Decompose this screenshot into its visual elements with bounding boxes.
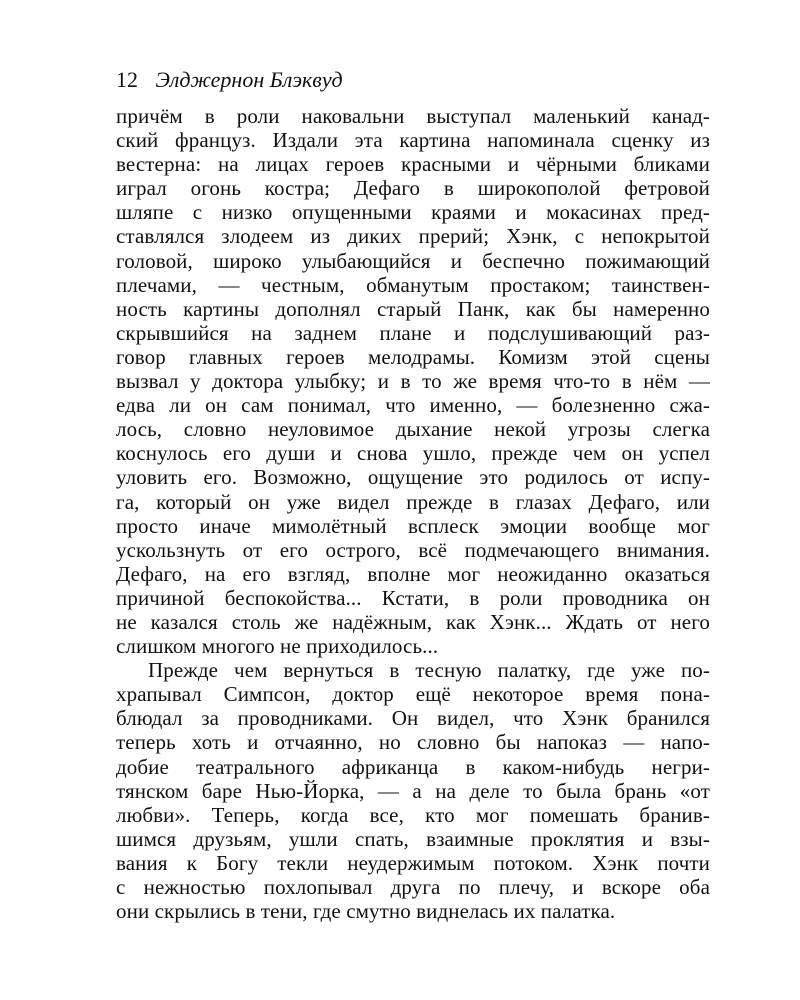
running-header <box>116 66 343 94</box>
text-line: ускользнуть от его острого, всё подмечающего внимания. <box>116 537 710 562</box>
text-line: играл огонь костра; Дефаго в широкополой фетровой <box>116 176 710 201</box>
text-line: слишком многого не приходилось... <box>116 634 439 659</box>
text-line: лось, словно неуловимое дыхание некой угрозы слегка <box>116 417 710 442</box>
running-title: Элджернон Блэквуд <box>155 67 343 92</box>
text-line: едва ли он сам понимал, что именно, — болезненно сжа- <box>116 393 710 418</box>
text-line: говор главных героев мелодрамы. Комизм этой сцены <box>116 344 710 369</box>
text-line: коснулось его души и снова ушло, прежде чем он успел <box>116 441 710 466</box>
text-line: храпывал Симпсон, доктор ещё некоторое время пона- <box>116 682 710 707</box>
text-line: га, который он уже видел прежде в глазах Дефаго, или <box>116 489 710 514</box>
text-line: ский француз. Издали эта картина напоминала сценку из <box>116 128 710 153</box>
text-line: вания к Богу текли неудержимым потоком. Хэнк почти <box>116 850 710 875</box>
text-line: причиной беспокойства... Кстати, в роли проводника он <box>116 585 710 610</box>
text-line: с нежностью похлопывал друга по плечу, и вскоре оба <box>116 875 710 899</box>
text-line: Дефаго, на его взгляд, вполне мог неожиданно оказаться <box>116 561 710 586</box>
text-line: добие театрального африканца в каком-нибудь негри- <box>116 754 710 779</box>
text-line: Прежде чем вернуться в тесную палатку, где уже по- <box>148 658 710 683</box>
text-line: не казался столь же надёжным, как Хэнк... Ждать от него <box>116 609 710 634</box>
text-line: ставлялся злодеем из диких прерий; Хэнк, с непокрытой <box>116 224 710 249</box>
text-line: шляпе с низко опущенными краями и мокасинах пред- <box>116 200 710 225</box>
body-text <box>116 104 710 923</box>
text-line: уловить его. Возможно, ощущение это родилось от испу- <box>116 465 710 490</box>
text-line: ность картины дополнял старый Панк, как бы намеренно <box>116 296 710 321</box>
page-number: 12 <box>116 67 138 92</box>
text-line: плечами, — честным, обманутым простаком; таинствен- <box>116 272 710 297</box>
text-line: причём в роли наковальни выступал маленький канад- <box>116 104 710 128</box>
text-line: блюдал за проводниками. Он видел, что Хэнк бранился <box>116 706 710 731</box>
text-line: тянском баре Нью-Йорка, — а на деле то была брань «от <box>116 778 710 803</box>
text-line: скрывшийся на заднем плане и подслушивающий раз- <box>116 320 710 345</box>
text-line: теперь хоть и отчаянно, но словно бы напоказ — напо- <box>116 730 710 755</box>
text-line: шимся друзьям, ушли спать, взаимные проклятия и взы- <box>116 826 710 851</box>
text-line: просто иначе мимолётный всплеск эмоции вообще мог <box>116 513 710 538</box>
text-line: вестерна: на лицах героев красными и чёрными бликами <box>116 152 710 177</box>
text-line: любви». Теперь, когда все, кто мог помешать бранив- <box>116 802 710 827</box>
text-line: головой, широко улыбающийся и беспечно пожимающий <box>116 248 710 273</box>
text-line: вызвал у доктора улыбку; и в то же время что-то в нём — <box>116 369 710 394</box>
text-line: они скрылись в тени, где смутно виднелась их палатка. <box>116 899 616 924</box>
